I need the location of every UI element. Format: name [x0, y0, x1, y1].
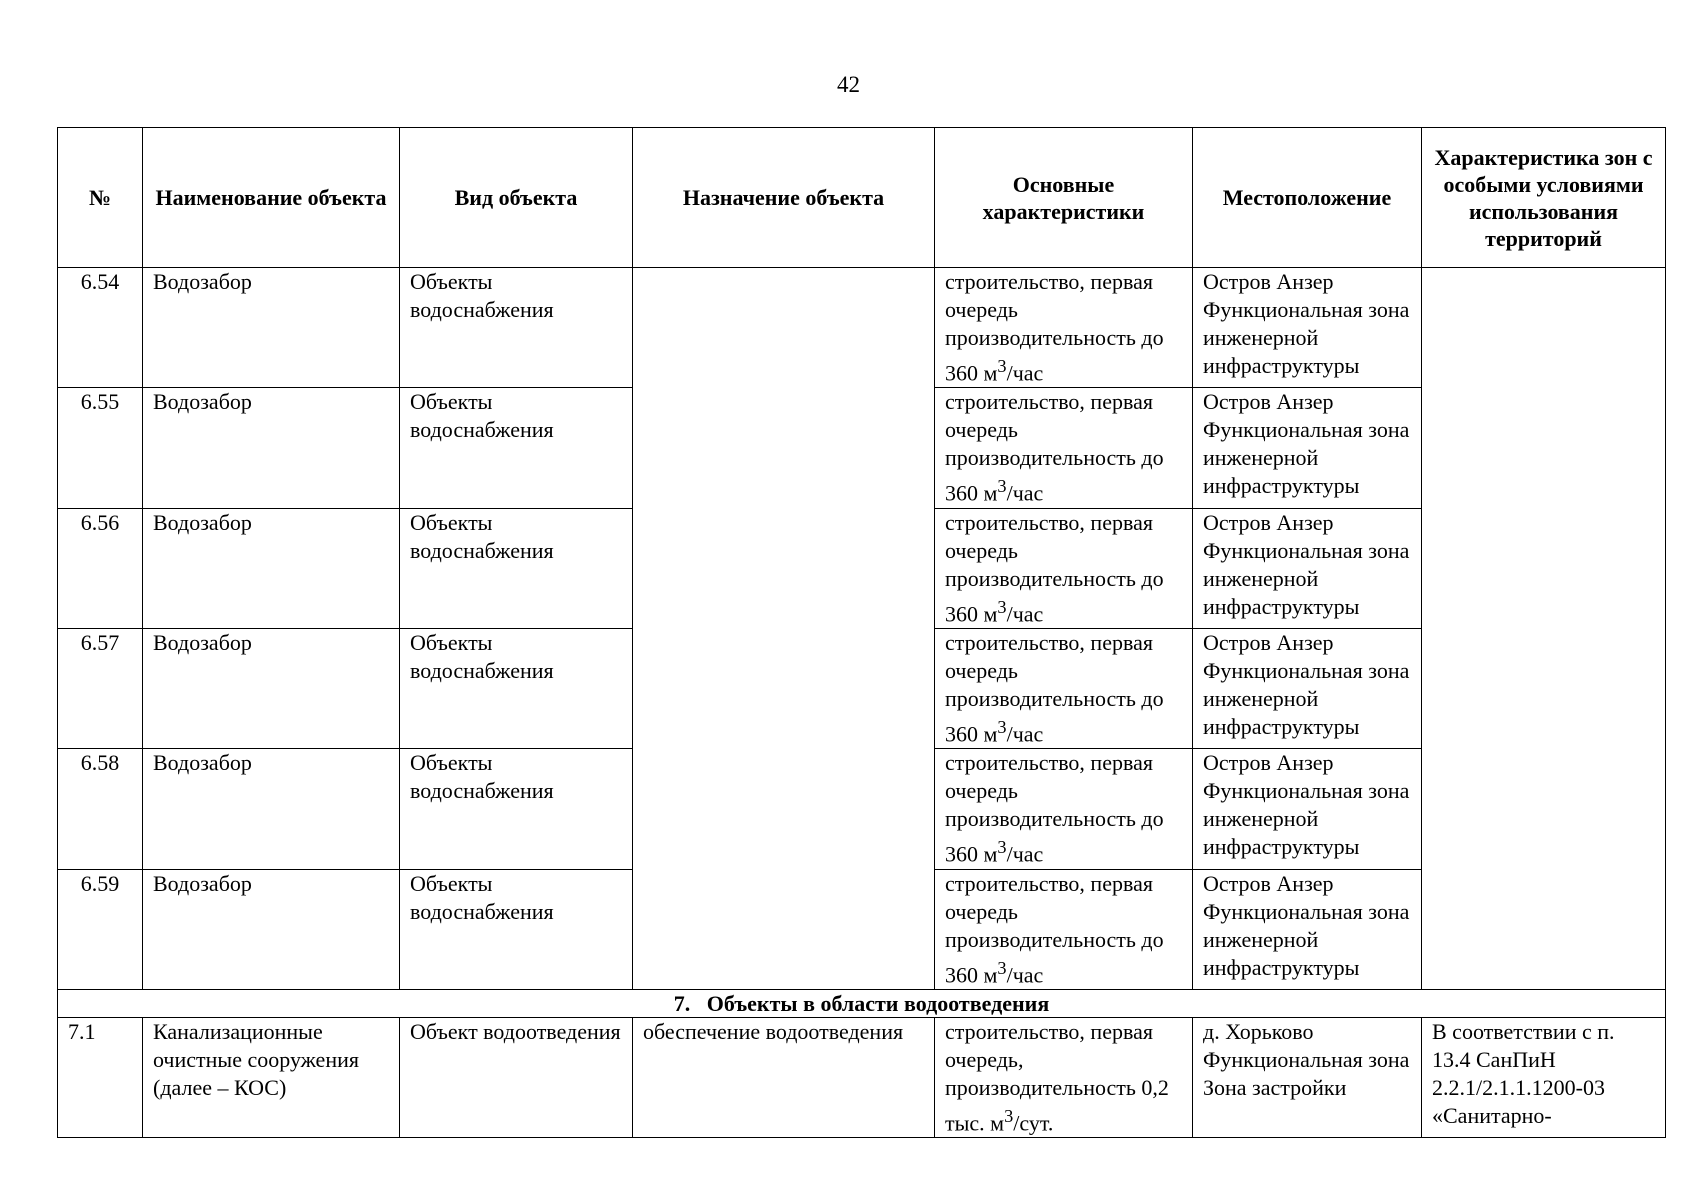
row-object-type: Объекты водоснабжения	[400, 749, 633, 869]
page-number: 42	[837, 72, 860, 97]
row-object-type: Объекты водоснабжения	[400, 869, 633, 989]
row-object-type: Объекты водоснабжения	[400, 388, 633, 508]
row-object-name: Водозабор	[143, 628, 400, 748]
unit-exponent: 3	[997, 716, 1007, 737]
row-number: 6.58	[58, 749, 143, 869]
row-object-name: Водозабор	[143, 749, 400, 869]
header-location: Местоположение	[1193, 128, 1422, 268]
header-number: №	[58, 128, 143, 268]
table-header-row	[58, 128, 1666, 268]
header-object-type: Вид объекта	[400, 128, 633, 268]
row-number: 6.59	[58, 869, 143, 989]
row-object-name: Водозабор	[143, 388, 400, 508]
row-object-name: Водозабор	[143, 268, 400, 388]
unit-exponent: 3	[997, 476, 1007, 497]
row-number: 6.56	[58, 508, 143, 628]
unit-exponent: 3	[997, 596, 1007, 617]
row-number: 7.1	[58, 1017, 143, 1137]
characteristics-text: строительство, первая очередь производительность до 360 м	[945, 870, 1164, 987]
row-object-type: Объекты водоснабжения	[400, 268, 633, 388]
characteristics-text: строительство, первая очередь производительность до 360 м	[945, 629, 1164, 747]
row-location: Остров Анзер Функциональная зона инженерной инфраструктуры	[1193, 508, 1422, 628]
merged-zones-cell	[1422, 268, 1666, 990]
header-main-characteristics: Основные характеристики	[935, 128, 1193, 268]
row-object-type: Объект водоотведения	[400, 1017, 633, 1137]
header-zone-characteristics: Характеристика зон с особыми условиями использования территорий	[1422, 128, 1666, 268]
unit-exponent: 3	[1004, 1105, 1014, 1126]
characteristics-unit-suffix: /час	[1006, 961, 1044, 987]
row-zones: В соответствии с п. 13.4 СанПиН 2.2.1/2.1.1.1200-03 «Санитарно-	[1422, 1017, 1666, 1137]
unit-exponent: 3	[997, 356, 1007, 376]
row-object-name: Канализационные очистные сооружения (далее – КОС)	[143, 1017, 400, 1137]
row-characteristics	[935, 268, 1193, 388]
characteristics-unit-suffix: /час	[1006, 600, 1044, 626]
row-location: Остров Анзер Функциональная зона инженерной инфраструктуры	[1193, 268, 1422, 388]
header-object-name: Наименование объекта	[143, 128, 400, 268]
characteristics-text: строительство, первая очередь производительность до 360 м	[945, 750, 1164, 867]
row-characteristics	[935, 388, 1193, 508]
row-characteristics	[935, 869, 1193, 989]
table-row	[58, 268, 1666, 388]
row-location: Остров Анзер Функциональная зона инженерной инфраструктуры	[1193, 749, 1422, 869]
objects-table	[57, 127, 1666, 1138]
row-location: Остров Анзер Функциональная зона инженерной инфраструктуры	[1193, 388, 1422, 508]
unit-exponent: 3	[997, 957, 1007, 978]
row-location: д. Хорьково Функциональная зона Зона застройки	[1193, 1017, 1422, 1137]
characteristics-unit-suffix: /час	[1006, 841, 1044, 867]
row-location: Остров Анзер Функциональная зона инженерной инфраструктуры	[1193, 869, 1422, 989]
row-location: Остров Анзер Функциональная зона инженерной инфраструктуры	[1193, 628, 1422, 748]
characteristics-unit-suffix: /час	[1006, 480, 1044, 506]
row-number: 6.55	[58, 388, 143, 508]
row-number: 6.57	[58, 628, 143, 748]
unit-exponent: 3	[997, 837, 1007, 858]
row-object-type: Объекты водоснабжения	[400, 628, 633, 748]
section-header-row	[58, 989, 1666, 1017]
row-characteristics	[935, 749, 1193, 869]
row-object-name: Водозабор	[143, 508, 400, 628]
characteristics-text: строительство, первая очередь производительность до 360 м	[945, 509, 1164, 626]
row-characteristics	[935, 628, 1193, 748]
row-object-name: Водозабор	[143, 869, 400, 989]
header-object-purpose: Назначение объекта	[633, 128, 935, 268]
characteristics-text: строительство, первая очередь производительность до 360 м	[945, 389, 1164, 506]
table-row	[58, 1017, 1666, 1137]
row-object-type: Объекты водоснабжения	[400, 508, 633, 628]
row-characteristics	[935, 508, 1193, 628]
row-characteristics	[935, 1017, 1193, 1137]
characteristics-unit-suffix: /сут.	[1013, 1110, 1054, 1136]
row-object-purpose: обеспечение водоотведения	[633, 1017, 935, 1137]
row-number: 6.54	[58, 268, 143, 388]
characteristics-text: строительство, первая очередь, производительность 0,2 тыс. м	[945, 1018, 1169, 1136]
characteristics-unit-suffix: /час	[1006, 360, 1044, 386]
characteristics-text: строительство, первая очередь производительность до 360 м	[945, 269, 1164, 386]
section-title: 7. Объекты в области водоотведения	[58, 989, 1666, 1017]
characteristics-unit-suffix: /час	[1006, 721, 1044, 747]
merged-purpose-cell	[633, 268, 935, 990]
